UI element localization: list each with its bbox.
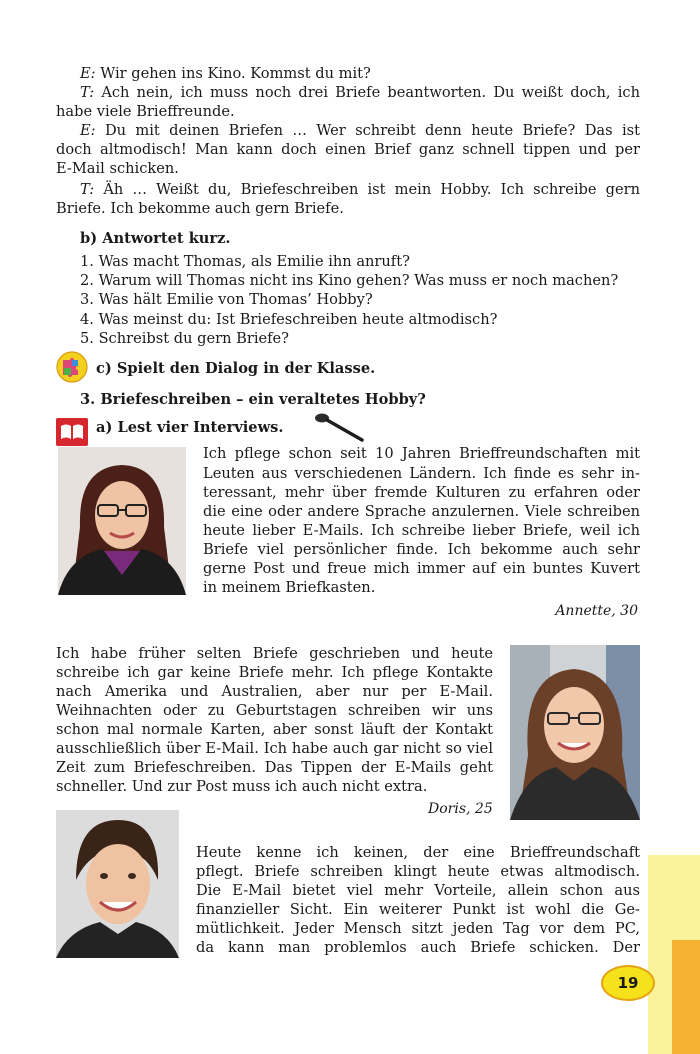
interview2-line: Ich habe früher selten Briefe geschrieben und heute	[56, 645, 493, 662]
interview3-line: Die E-Mail bietet viel mehr Vorteile, allein schon aus	[196, 882, 640, 899]
interview2-line: ausschließlich über E-Mail. Ich habe auch gar nicht so viel	[56, 740, 493, 757]
question-2: 2. Warum will Thomas nicht ins Kino gehen? Was muss er noch machen?	[80, 272, 619, 289]
margin-strip-orange	[672, 940, 700, 1054]
interview3-line: pflegt. Briefe schreiben klingt heute etwas altmodisch.	[196, 863, 640, 880]
dialog-line-8	[56, 199, 640, 218]
speaker-label: T:	[80, 181, 95, 198]
interview1-line: in meinem Briefkasten.	[203, 579, 376, 596]
exercise-3-heading: 3. Briefeschreiben – ein veraltetes Hobby?	[80, 391, 426, 408]
signature-doris: Doris, 25	[428, 801, 493, 817]
microphone-icon	[314, 412, 366, 448]
question-5: 5. Schreibst du gern Briefe?	[80, 330, 289, 347]
question-1: 1. Was macht Thomas, als Emilie ihn anruft?	[80, 253, 410, 270]
interview2-line: schon mal normale Karten, aber sonst läuft der Kontakt	[56, 721, 493, 738]
interview1-line: Ich pflege schon seit 10 Jahren Brieffreundschaften mit	[203, 445, 640, 462]
interview1-line: Leuten aus verschiedenen Ländern. Ich finde es sehr in-	[203, 465, 640, 482]
interview2-line: schneller. Und zur Post muss ich auch nicht extra.	[56, 778, 428, 795]
question-4: 4. Was meinst du: Ist Briefeschreiben heute altmodisch?	[80, 311, 498, 328]
puzzle-icon	[56, 351, 88, 387]
speaker-label: E:	[80, 122, 96, 139]
book-icon	[56, 418, 88, 450]
dialog-text: doch altmodisch! Man kann doch einen Brief ganz schnell tippen und per	[56, 141, 640, 158]
dialog-line-2	[56, 83, 640, 102]
interview2-line: schreibe ich gar keine Briefe mehr. Ich pflege Kontakte	[56, 664, 493, 681]
dialog-text: Briefe. Ich bekomme auch gern Briefe.	[56, 200, 344, 217]
dialog-text: Wir gehen ins Kino. Kommst du mit?	[100, 65, 371, 82]
photo-doris	[510, 645, 640, 820]
interview3-line: Heute kenne ich keinen, der eine Brieffreundschaft	[196, 844, 640, 861]
dialog-text: E-Mail schicken.	[56, 160, 179, 177]
interview2-line: Weihnachten oder zu Geburtstagen schreiben wir uns	[56, 702, 493, 719]
dialog-line-3	[56, 102, 640, 121]
photo-interview3	[56, 810, 179, 958]
interview1-line: Briefe viel persönlicher finde. Ich bekomme auch sehr	[203, 541, 640, 558]
interview1-line: heute lieber E-Mails. Ich schreibe lieber Briefe, weil ich	[203, 522, 640, 539]
interview3-line: mütlichkeit. Jeder Mensch sitzt jeden Tag vor dem PC,	[196, 920, 640, 937]
interview3-line: da kann man problemlos auch Briefe schicken. Der	[196, 939, 640, 956]
dialog-line-4	[56, 121, 640, 140]
interview1-line: teressant, mehr über fremde Kulturen zu erfahren oder	[203, 484, 640, 501]
dialog-text: habe viele Brieffreunde.	[56, 103, 235, 120]
speaker-label: E:	[80, 65, 96, 82]
section-c-heading: c) Spielt den Dialog in der Klasse.	[96, 360, 376, 377]
signature-annette: Annette, 30	[555, 603, 638, 619]
interview2-line: nach Amerika und Australien, aber nur per E-Mail.	[56, 683, 493, 700]
page-number: 19	[601, 965, 655, 1001]
dialog-line-5	[56, 140, 640, 159]
interview1-line: gerne Post und freue mich immer auf ein buntes Kuvert	[203, 560, 640, 577]
interview3-line: finanzieller Sicht. Ein weiterer Punkt ist wohl die Ge-	[196, 901, 640, 918]
speaker-label: T:	[80, 84, 95, 101]
dialog-line-1	[56, 64, 640, 83]
dialog-line-7	[56, 180, 640, 199]
photo-annette	[58, 447, 186, 595]
section-b-heading: b) Antwortet kurz.	[80, 230, 231, 247]
dialog-text: Ach nein, ich muss noch drei Briefe beantworten. Du weißt doch, ich	[101, 84, 640, 101]
dialog-text: Äh … Weißt du, Briefeschreiben ist mein Hobby. Ich schreibe gern	[103, 181, 641, 198]
dialog-text: Du mit deinen Briefen … Wer schreibt denn heute Briefe? Das ist	[104, 122, 641, 139]
dialog-line-6	[56, 159, 640, 178]
section-a-heading: a) Lest vier Interviews.	[96, 419, 284, 436]
question-3: 3. Was hält Emilie von Thomas’ Hobby?	[80, 291, 373, 308]
interview2-line: Zeit zum Briefeschreiben. Das Tippen der E-Mails geht	[56, 759, 493, 776]
interview1-line: die eine oder andere Sprache anzulernen. Viele schreiben	[203, 503, 640, 520]
